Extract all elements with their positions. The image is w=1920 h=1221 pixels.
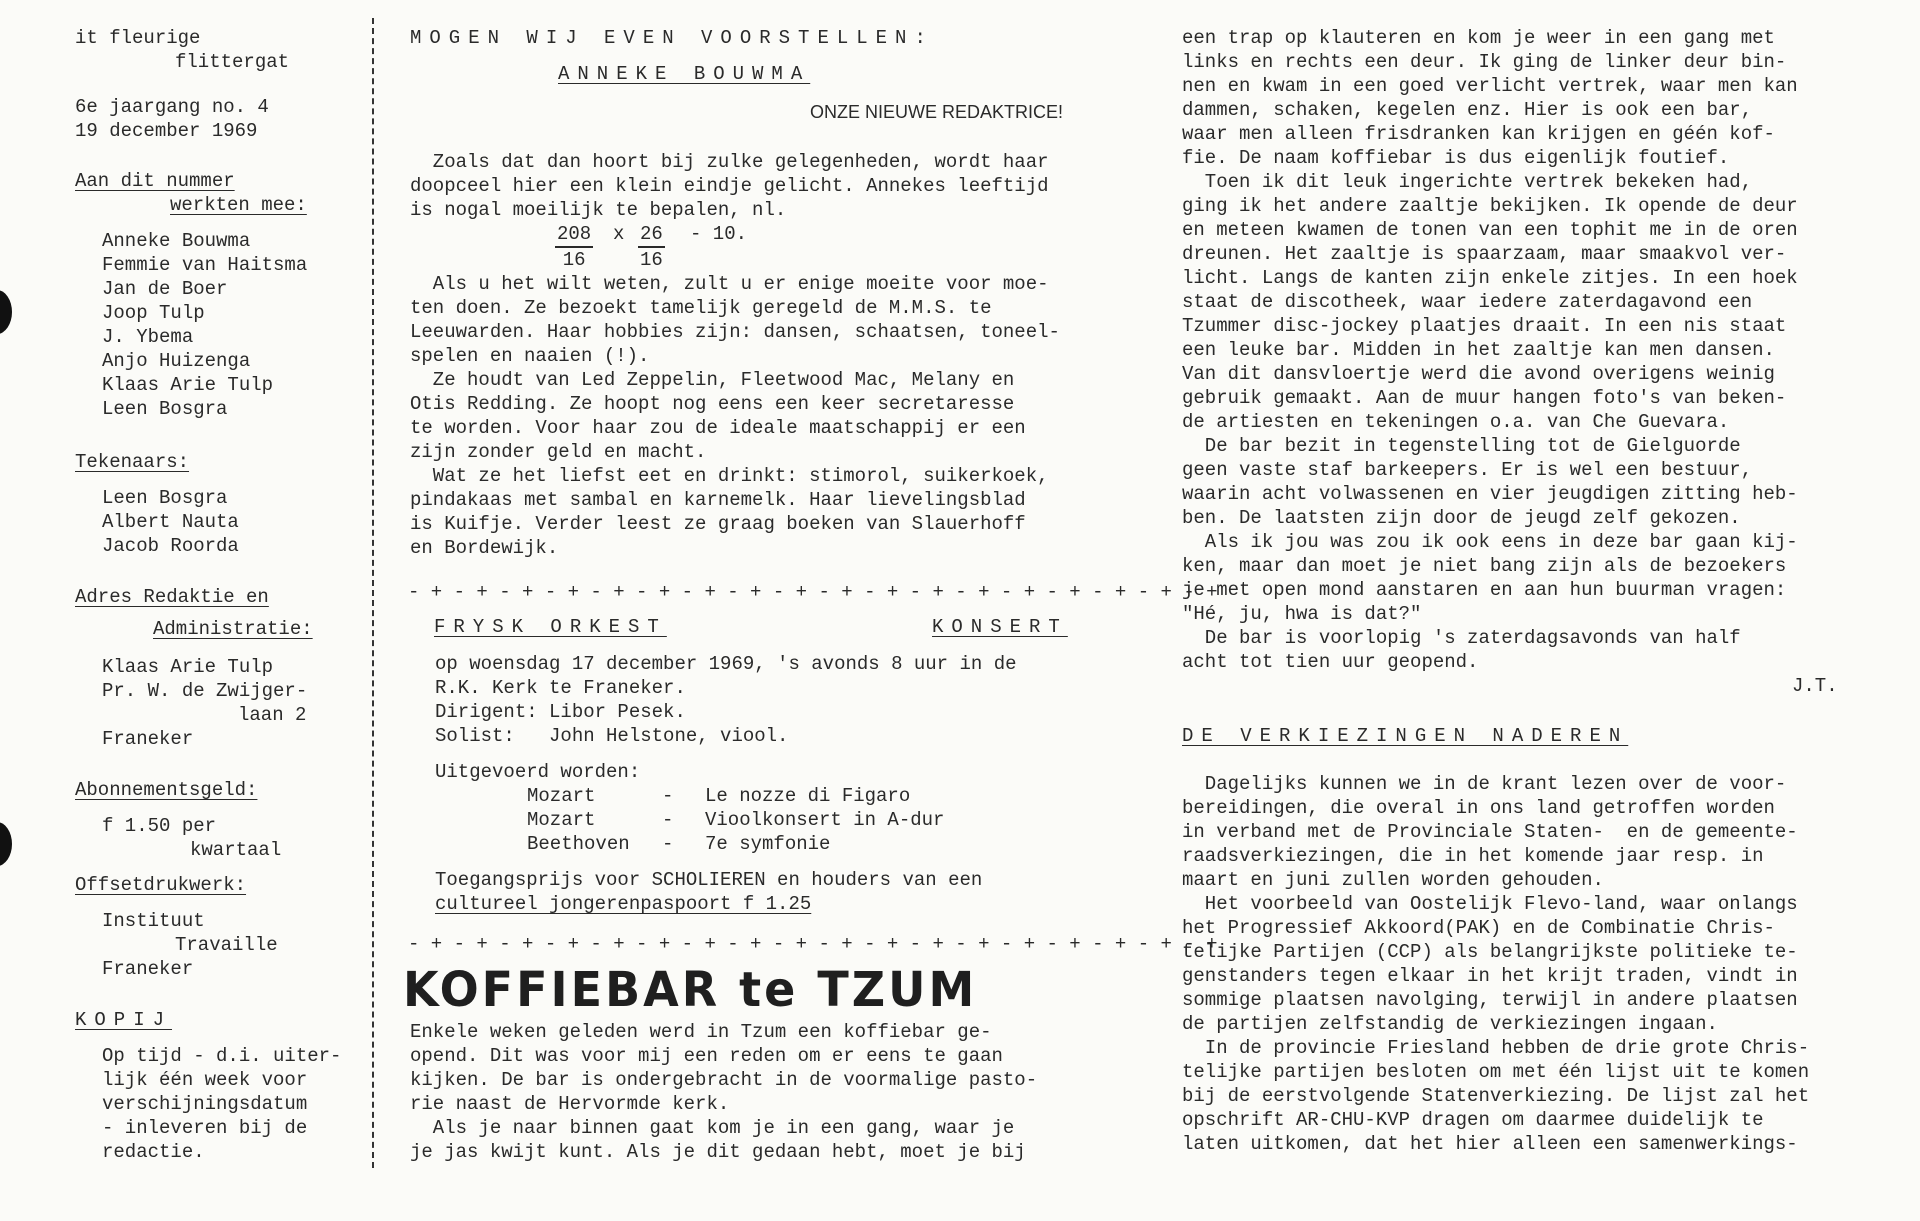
koffiebar-text-line: dammen, schaken, kegelen enz. Hier is ook een bar, [1182, 99, 1753, 121]
intro-text-line: is nogal moeilijk te bepalen, nl. [410, 199, 787, 221]
intro-text-line: Zoals dat dan hoort bij zulke gelegenheden, wordt haar [410, 151, 1049, 173]
masthead-title-1: it fleurige [75, 27, 201, 49]
subscription-line: kwartaal [190, 839, 282, 861]
address-line: laan 2 [238, 704, 307, 726]
list-item: Jacob Roorda [102, 535, 239, 557]
intro-text-line: en Bordewijk. [410, 537, 559, 559]
dash: - [662, 809, 674, 831]
concert-line: R.K. Kerk te Franeker. [435, 677, 686, 699]
copy-line: redactie. [102, 1141, 205, 1163]
koffiebar-text-line: "Hé, ju, hwa is dat?" [1182, 603, 1422, 625]
composer: Mozart [527, 785, 596, 807]
koffiebar-text-line: de artiesten en tekeningen o.a. van Che Guevara. [1182, 411, 1730, 433]
koffiebar-text-line: Als ik jou was zou ik ook eens in deze bar gaan kij- [1182, 531, 1798, 553]
contributors-heading-2: werkten mee: [170, 194, 307, 216]
list-item: Jan de Boer [102, 278, 228, 300]
fraction-2 [638, 222, 665, 272]
numerator: 26 [638, 222, 665, 248]
dash: - [662, 833, 674, 855]
dash: - [662, 785, 674, 807]
price-line: cultureel jongerenpaspoort f 1.25 [435, 893, 812, 915]
edition: 6e jaargang no. 4 [75, 96, 269, 118]
elections-text-line: In de provincie Friesland hebben de drie grote Chris- [1182, 1037, 1810, 1059]
work: Vioolkonsert in A-dur [705, 809, 945, 831]
koffiebar-text-line: Enkele weken geleden werd in Tzum een koffiebar ge- [410, 1021, 992, 1043]
elections-text-line: bij de eerstvolgende Statenverkiezing. De lijst zal het [1182, 1085, 1810, 1107]
fraction-1 [555, 222, 593, 272]
numerator: 208 [555, 222, 593, 248]
elections-text-line: genstanders tegen elkaar in het krijt traden, vindt in [1182, 965, 1798, 987]
elections-text-line: bereidingen, die overal in ons land getroffen worden [1182, 797, 1775, 819]
koffiebar-text-line: Als je naar binnen gaat kom je in een gang, waar je [410, 1117, 1015, 1139]
koffiebar-text-line: waar men alleen frisdranken kan krijgen en géén kof- [1182, 123, 1775, 145]
intro-text-line: Leeuwarden. Haar hobbies zijn: dansen, schaatsen, toneel- [410, 321, 1060, 343]
composer: Mozart [527, 809, 596, 831]
copy-heading: KOPIJ [75, 1009, 173, 1031]
list-item: Albert Nauta [102, 511, 239, 533]
koffiebar-text-line: je met open mond aanstaren en aan hun buurman vragen: [1182, 579, 1787, 601]
elections-text-line: het Progressief Akkoord(PAK) en de Combinatie Chris- [1182, 917, 1775, 939]
printing-line: Travaille [175, 934, 278, 956]
list-item: Anneke Bouwma [102, 230, 251, 252]
price-line: Toegangsprijs voor SCHOLIEREN en houders van een [435, 869, 983, 891]
work: Le nozze di Figaro [705, 785, 911, 807]
intro-text-line: spelen en naaien (!). [410, 345, 650, 367]
koffiebar-text-line: licht. Langs de kanten zijn enkele zitjes. In een hoek [1182, 267, 1798, 289]
punch-hole-top [0, 290, 12, 334]
elections-text-line: in verband met de Provinciale Staten- en de gemeente- [1182, 821, 1798, 843]
intro-text-line: Wat ze het liefst eet en drinkt: stimorol, suikerkoek, [410, 465, 1049, 487]
illustrators-heading: Tekenaars: [75, 451, 190, 473]
koffiebar-text-line: staat de discotheek, waar iedere zaterdagavond een [1182, 291, 1753, 313]
koffiebar-text-line: links en rechts een deur. Ik ging de linker deur bin- [1182, 51, 1787, 73]
masthead-title-2: flittergat [175, 51, 290, 73]
koffiebar-text-line: ken, maar dan moet je niet bang zijn als de bezoekers [1182, 555, 1787, 577]
intro-text-line: pindakaas met sambal en karnemelk. Haar lievelingsblad [410, 489, 1026, 511]
intro-text-line: te worden. Voor haar zou de ideale maatschappij er een [410, 417, 1026, 439]
list-item: Klaas Arie Tulp [102, 374, 274, 396]
koffiebar-text-line: geen vaste staf barkeepers. Er is wel een bestuur, [1182, 459, 1753, 481]
koffiebar-text-line: een trap op klauteren en kom je weer in een gang met [1182, 27, 1775, 49]
contributors-heading-1: Aan dit nummer [75, 170, 235, 192]
list-item: Leen Bosgra [102, 398, 228, 420]
koffiebar-text-line: Toen ik dit leuk ingerichte vertrek bekeken had, [1182, 171, 1753, 193]
koffiebar-text-line: nen en kwam in een goed verlicht vertrek, waar men kan [1182, 75, 1798, 97]
elections-heading: DE VERKIEZINGEN NADEREN [1182, 725, 1629, 747]
program-heading: Uitgevoerd worden: [435, 761, 641, 783]
koffiebar-text-line: waarin acht volwassenen en vier jeugdigen zitting heb- [1182, 483, 1798, 505]
intro-kicker: MOGEN WIJ EVEN VOORSTELLEN: [410, 27, 934, 49]
denominator: 16 [640, 249, 663, 271]
koffiebar-text-line: De bar is voorlopig 's zaterdagsavonds van half [1182, 627, 1741, 649]
signature: J.T. [1792, 675, 1838, 697]
list-item: Joop Tulp [102, 302, 205, 324]
koffiebar-text-line: opend. Dit was voor mij een reden om er eens te gaan [410, 1045, 1003, 1067]
list-item: Anjo Huizenga [102, 350, 251, 372]
issue-date: 19 december 1969 [75, 120, 258, 142]
koffiebar-text-line: rie naast de Hervormde kerk. [410, 1093, 730, 1115]
intro-subtitle: ONZE NIEUWE REDAKTRICE! [810, 102, 1064, 122]
intro-text-line: Ze houdt van Led Zeppelin, Fleetwood Mac, Melany en [410, 369, 1015, 391]
koffiebar-text-line: een leuke bar. Midden in het zaaltje kan men dansen. [1182, 339, 1775, 361]
intro-text-line: doopceel hier een klein eindje gelicht. Annekes leeftijd [410, 175, 1049, 197]
copy-line: verschijningsdatum [102, 1093, 308, 1115]
concert-heading-right: KONSERT [932, 616, 1068, 638]
copy-line: - inleveren bij de [102, 1117, 308, 1139]
intro-text-line: Als u het wilt weten, zult u er enige moeite voor moe- [410, 273, 1049, 295]
elections-text-line: opschrift AR-CHU-KVP dragen om daarmee duidelijk te [1182, 1109, 1764, 1131]
punch-hole-bottom [0, 822, 12, 866]
copy-line: lijk één week voor [102, 1069, 308, 1091]
intro-name: ANNEKE BOUWMA [558, 63, 811, 85]
concert-line: Solist: John Helstone, viool. [435, 725, 789, 747]
concert-heading-left: FRYSK ORKEST [434, 616, 667, 638]
formula-tail: - 10. [690, 223, 748, 245]
koffiebar-text-line: ging ik het andere zaaltje bekijken. Ik opende de deur [1182, 195, 1798, 217]
koffiebar-text-line: Van dit dansvloertje werd die avond overigens weinig [1182, 363, 1775, 385]
elections-text-line: Dagelijks kunnen we in de krant lezen over de voor- [1182, 773, 1787, 795]
elections-text-line: Het voorbeeld van Oostelijk Flevo-land, waar onlangs [1182, 893, 1798, 915]
koffiebar-text-line: ben. De laatsten zijn door de jeugd zelf gekozen. [1182, 507, 1741, 529]
formula-operator: x [613, 223, 625, 245]
composer: Beethoven [527, 833, 630, 855]
column-divider [372, 18, 374, 1168]
intro-text-line: ten doen. Ze bezoekt tamelijk geregeld de M.M.S. te [410, 297, 992, 319]
list-item: Leen Bosgra [102, 487, 228, 509]
denominator: 16 [562, 249, 586, 271]
intro-text-line: Otis Redding. Ze hoopt nog eens een keer secretaresse [410, 393, 1015, 415]
intro-text-line: is Kuifje. Verder leest ze graag boeken van Slauerhoff [410, 513, 1026, 535]
work: 7e symfonie [705, 833, 831, 855]
koffiebar-text-line: en meteen kwamen de tonen van een tophit me in de oren [1182, 219, 1798, 241]
address-line: Pr. W. de Zwijger- [102, 680, 308, 702]
elections-text-line: sommige plaatsen navolging, terwijl in andere plaatsen [1182, 989, 1798, 1011]
subscription-line: f 1.50 per [102, 815, 217, 837]
address-line: Klaas Arie Tulp [102, 656, 274, 678]
koffiebar-text-line: acht tot tien uur geopend. [1182, 651, 1479, 673]
printing-line: Instituut [102, 910, 205, 932]
printing-line: Franeker [102, 958, 194, 980]
koffiebar-text-line: dreunen. Het zaaltje is spaarzaam, maar smaakvol ver- [1182, 243, 1787, 265]
list-item: J. Ybema [102, 326, 194, 348]
elections-text-line: maart en juni zullen worden gehouden. [1182, 869, 1604, 891]
elections-text-line: de partijen zelfstandig de verkiezingen ingaan. [1182, 1013, 1718, 1035]
elections-text-line: laten uitkomen, dat het hier alleen een samenwerkings- [1182, 1133, 1798, 1155]
koffiebar-text-line: kijken. De bar is ondergebracht in de voormalige pasto- [410, 1069, 1038, 1091]
address-heading-2: Administratie: [153, 618, 313, 640]
concert-line: op woensdag 17 december 1969, 's avonds 8 uur in de [435, 653, 1017, 675]
koffiebar-text-line: je jas kwijt kunt. Als je dit gedaan hebt, moet je bij [410, 1141, 1026, 1163]
koffiebar-text-line: Tzummer disc-jockey plaatjes draait. In een nis staat [1182, 315, 1787, 337]
address-line: Franeker [102, 728, 194, 750]
koffiebar-headline: KOFFIEBAR te TZUM [403, 960, 978, 1018]
concert-line: Dirigent: Libor Pesek. [435, 701, 686, 723]
copy-line: Op tijd - d.i. uiter- [102, 1045, 342, 1067]
address-heading-1: Adres Redaktie en [75, 586, 269, 608]
divider-line: - + - + - + - + - + - + - + - + - + - + - + - + - + - + - + - + - + - + [408, 581, 1218, 603]
elections-text-line: telijke partijen besloten om met één lijst uit te komen [1182, 1061, 1810, 1083]
subscription-heading: Abonnementsgeld: [75, 779, 258, 801]
printing-heading: Offsetdrukwerk: [75, 874, 247, 896]
elections-text-line: raadsverkiezingen, die in het komende jaar resp. in [1182, 845, 1764, 867]
elections-text-line: telijke Partijen (CCP) als belangrijkste politieke te- [1182, 941, 1798, 963]
list-item: Femmie van Haitsma [102, 254, 308, 276]
koffiebar-text-line: De bar bezit in tegenstelling tot de Gielguorde [1182, 435, 1741, 457]
intro-text-line: zijn zonder geld en macht. [410, 441, 707, 463]
divider-line: - + - + - + - + - + - + - + - + - + - + - + - + - + - + - + - + - + - + [408, 933, 1218, 955]
koffiebar-text-line: fie. De naam koffiebar is dus eigenlijk foutief. [1182, 147, 1730, 169]
koffiebar-text-line: gebruik gemaakt. Aan de muur hangen foto's van beken- [1182, 387, 1787, 409]
